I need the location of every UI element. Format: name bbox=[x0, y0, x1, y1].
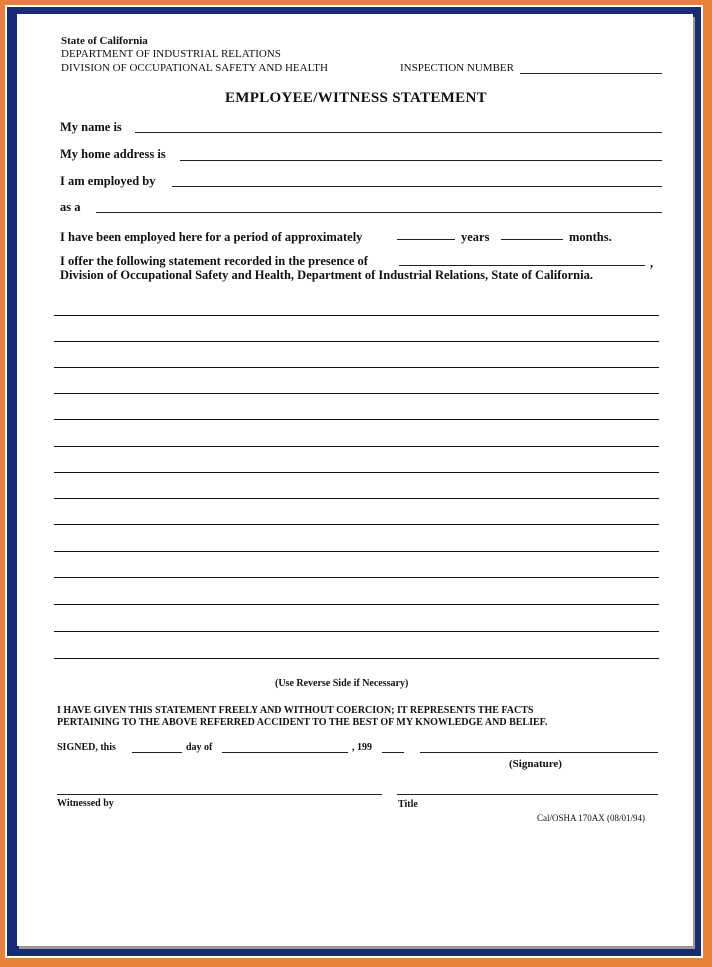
years-label: years bbox=[461, 230, 490, 244]
statement-comma: , bbox=[650, 256, 654, 270]
name-label: My name is bbox=[60, 120, 122, 134]
statement-line[interactable] bbox=[54, 419, 659, 420]
statement-intro-line2: Division of Occupational Safety and Health, Department of Industrial Relations, State of California. bbox=[60, 268, 593, 282]
form-title: EMPLOYEE/WITNESS STATEMENT bbox=[225, 90, 487, 106]
statement-line[interactable] bbox=[54, 551, 659, 552]
statement-line[interactable] bbox=[54, 577, 659, 578]
statement-line[interactable] bbox=[54, 631, 659, 632]
address-label: My home address is bbox=[60, 147, 166, 161]
year-field[interactable] bbox=[382, 752, 404, 753]
statement-line[interactable] bbox=[54, 446, 659, 447]
statement-line[interactable] bbox=[54, 315, 659, 316]
header-state: State of California bbox=[61, 35, 148, 47]
inspection-number-field[interactable] bbox=[520, 73, 662, 74]
month-field[interactable] bbox=[222, 752, 348, 753]
signature-field[interactable] bbox=[420, 752, 658, 753]
address-field[interactable] bbox=[180, 160, 662, 161]
statement-intro-line1: I offer the following statement recorded in the presence of bbox=[60, 254, 368, 268]
header-division: DIVISION OF OCCUPATIONAL SAFETY AND HEALTH bbox=[61, 62, 328, 74]
form-code: Cal/OSHA 170AX (08/01/94) bbox=[537, 813, 645, 823]
title-label: Title bbox=[398, 799, 418, 810]
position-field[interactable] bbox=[96, 212, 662, 213]
signed-label: SIGNED, this bbox=[57, 742, 116, 753]
signature-caption: (Signature) bbox=[509, 758, 562, 770]
years-field[interactable] bbox=[397, 239, 455, 240]
witnessed-by-label: Witnessed by bbox=[57, 798, 114, 809]
employer-field[interactable] bbox=[172, 186, 662, 187]
statement-line[interactable] bbox=[54, 367, 659, 368]
statement-line[interactable] bbox=[54, 658, 659, 659]
header-department: DEPARTMENT OF INDUSTRIAL RELATIONS bbox=[61, 48, 281, 60]
statement-line[interactable] bbox=[54, 524, 659, 525]
day-field[interactable] bbox=[132, 752, 182, 753]
statement-line[interactable] bbox=[54, 604, 659, 605]
position-label: as a bbox=[60, 200, 81, 214]
year-prefix-label: , 199 bbox=[352, 742, 372, 753]
months-field[interactable] bbox=[501, 239, 563, 240]
employer-label: I am employed by bbox=[60, 174, 156, 188]
affirmation-line2: PERTAINING TO THE ABOVE REFERRED ACCIDENT TO THE BEST OF MY KNOWLEDGE AND BELIEF. bbox=[57, 717, 548, 728]
months-label: months. bbox=[569, 230, 612, 244]
name-field[interactable] bbox=[135, 132, 662, 133]
statement-line[interactable] bbox=[54, 498, 659, 499]
presence-of-field[interactable] bbox=[399, 265, 645, 266]
statement-line[interactable] bbox=[54, 472, 659, 473]
title-field[interactable] bbox=[397, 794, 658, 795]
witness-field[interactable] bbox=[57, 794, 382, 795]
form-page bbox=[17, 14, 693, 946]
inspection-number-label: INSPECTION NUMBER bbox=[400, 62, 514, 74]
reverse-side-note: (Use Reverse Side if Necessary) bbox=[275, 678, 409, 689]
period-label: I have been employed here for a period of approximately bbox=[60, 230, 363, 244]
statement-line[interactable] bbox=[54, 393, 659, 394]
statement-line[interactable] bbox=[54, 341, 659, 342]
day-of-label: day of bbox=[186, 742, 213, 753]
affirmation-line1: I HAVE GIVEN THIS STATEMENT FREELY AND WITHOUT COERCION; IT REPRESENTS THE FACTS bbox=[57, 705, 534, 716]
